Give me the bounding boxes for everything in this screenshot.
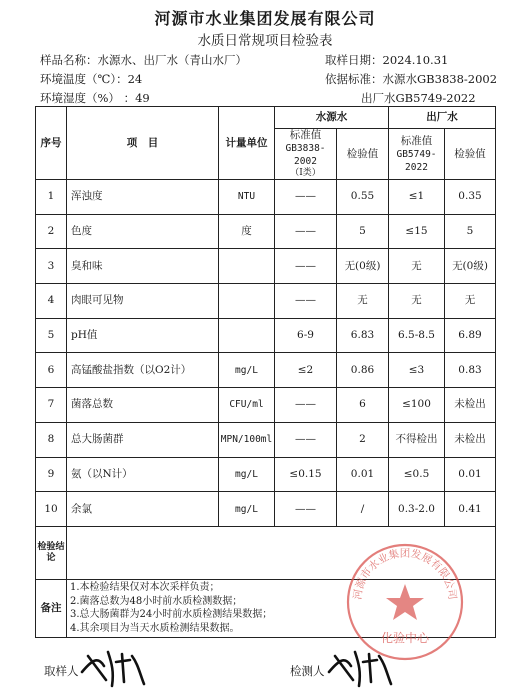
- source-result-value: 无(0级): [337, 249, 389, 284]
- table-row: [36, 284, 496, 319]
- outlet-standard-value: 无: [389, 284, 445, 319]
- note-line: 2.菌落总数为48小时前水质检测数据；: [70, 595, 243, 607]
- outlet-result-value: 未检出: [445, 388, 496, 423]
- source-result-value: 5: [337, 214, 389, 249]
- item-name: 肉眼可见物: [67, 284, 219, 319]
- seal-ring-text: 河源市水业集团发展有限公司: [351, 547, 459, 601]
- col-header-unit: 计量单位: [219, 107, 275, 180]
- outlet-standard-value: ≤1: [389, 180, 445, 215]
- note-line: 4.其余项目为当天水质检测结果数据。: [70, 622, 240, 634]
- row-number: 1: [36, 180, 67, 215]
- note-line: 1.本检验结果仅对本次采样负责；: [70, 582, 220, 594]
- col-header-no: 序号: [36, 107, 67, 180]
- outlet-result-value: 0.35: [445, 180, 496, 215]
- source-result-value: /: [337, 492, 389, 527]
- table-row: [36, 318, 496, 353]
- source-standard-value: ——: [275, 249, 337, 284]
- source-standard-value: ——: [275, 422, 337, 457]
- outlet-standard-value: 无: [389, 249, 445, 284]
- item-name: 高锰酸盐指数（以O2计）: [67, 353, 219, 388]
- outlet-standard-value: ≤3: [389, 353, 445, 388]
- document-subtitle: 水质日常规项目检验表: [197, 33, 333, 49]
- row-number: 6: [36, 353, 67, 388]
- seal-star-icon: [386, 584, 424, 620]
- unit: mg/L: [219, 492, 275, 527]
- table-row: [36, 457, 496, 492]
- inspector-label: 检测人: [290, 664, 325, 678]
- conclusion-label: 检验结论: [36, 526, 67, 579]
- unit: [219, 318, 275, 353]
- item-name: 余氯: [67, 492, 219, 527]
- unit: 度: [219, 214, 275, 249]
- group-header-source-water: 水源水: [275, 107, 389, 129]
- outlet-standard-value: ≤0.5: [389, 457, 445, 492]
- unit: NTU: [219, 180, 275, 215]
- source-standard-header: [275, 129, 337, 180]
- outlet-standard-value: ≤15: [389, 214, 445, 249]
- sample-name: 样品名称：水源水、出厂水（青山水厂）: [40, 53, 247, 67]
- outlet-result-value: 无: [445, 284, 496, 319]
- source-standard-value: ——: [275, 284, 337, 319]
- source-standard-value: 6-9: [275, 318, 337, 353]
- outlet-result-value: 未检出: [445, 422, 496, 457]
- source-standard-value: ——: [275, 180, 337, 215]
- table-row: [36, 388, 496, 423]
- outlet-result-value: 0.41: [445, 492, 496, 527]
- standard-basis-outlet: 出厂水GB5749-2022: [361, 91, 476, 105]
- table-row: [36, 353, 496, 388]
- outlet-result-header: 检验值: [445, 129, 496, 180]
- table-row: [36, 422, 496, 457]
- group-header-outlet-water: 出厂水: [389, 107, 496, 129]
- unit: CFU/ml: [219, 388, 275, 423]
- source-standard-value: ≤0.15: [275, 457, 337, 492]
- table-row: [36, 180, 496, 215]
- source-result-value: 无: [337, 284, 389, 319]
- standard-basis: 依据标准：水源水GB3838-2002: [325, 72, 498, 86]
- source-standard-value: ——: [275, 388, 337, 423]
- outlet-standard-header: [389, 129, 445, 180]
- source-result-header: 检验值: [337, 129, 389, 180]
- unit: MPN/100ml: [219, 422, 275, 457]
- row-number: 4: [36, 284, 67, 319]
- outlet-result-value: 0.83: [445, 353, 496, 388]
- source-standard-label: 标准值: [289, 129, 322, 141]
- item-name: pH值: [67, 318, 219, 353]
- row-number: 2: [36, 214, 67, 249]
- unit: [219, 284, 275, 319]
- row-number: 5: [36, 318, 67, 353]
- item-name: 菌落总数: [67, 388, 219, 423]
- notes-label: 备注: [36, 579, 67, 637]
- item-name: 臭和味: [67, 249, 219, 284]
- environment-temperature: 环境温度（℃）：24: [40, 72, 143, 86]
- outlet-standard-value: 6.5-8.5: [389, 318, 445, 353]
- source-result-value: 0.01: [337, 457, 389, 492]
- unit: [219, 249, 275, 284]
- outlet-standard-code: GB5749-2022: [396, 148, 437, 173]
- unit: mg/L: [219, 353, 275, 388]
- source-standard-class: （Ⅰ类）: [290, 168, 321, 178]
- unit: mg/L: [219, 457, 275, 492]
- note-line: 3.总大肠菌群为24小时前水质检测结果数据；: [70, 609, 273, 621]
- outlet-standard-value: 不得检出: [389, 422, 445, 457]
- col-header-item: 项 目: [67, 107, 219, 180]
- table-row: [36, 492, 496, 527]
- sampler-signature: [78, 642, 148, 690]
- source-standard-value: ≤2: [275, 353, 337, 388]
- item-name: 总大肠菌群: [67, 422, 219, 457]
- source-result-value: 0.86: [337, 353, 389, 388]
- row-number: 10: [36, 492, 67, 527]
- table-row: [36, 214, 496, 249]
- row-number: 9: [36, 457, 67, 492]
- outlet-result-value: 无(0级): [445, 249, 496, 284]
- row-number: 8: [36, 422, 67, 457]
- source-result-value: 2: [337, 422, 389, 457]
- outlet-result-value: 0.01: [445, 457, 496, 492]
- item-name: 色度: [67, 214, 219, 249]
- source-result-value: 6.83: [337, 318, 389, 353]
- document-title: 河源市水业集团发展有限公司: [154, 9, 376, 28]
- row-number: 3: [36, 249, 67, 284]
- outlet-result-value: 6.89: [445, 318, 496, 353]
- outlet-standard-value: 0.3-2.0: [389, 492, 445, 527]
- sample-date: 取样日期：2024.10.31: [325, 53, 449, 67]
- source-standard-value: ——: [275, 214, 337, 249]
- item-name: 氨（以N计）: [67, 457, 219, 492]
- table-row: [36, 249, 496, 284]
- source-result-value: 0.55: [337, 180, 389, 215]
- row-number: 7: [36, 388, 67, 423]
- sampler-label: 取样人: [44, 664, 79, 678]
- outlet-standard-value: ≤100: [389, 388, 445, 423]
- environment-humidity: 环境湿度（%） ：49: [40, 91, 150, 105]
- outlet-standard-label: 标准值: [400, 134, 433, 147]
- source-standard-code: GB3838-2002: [285, 143, 326, 167]
- inspector-signature: [325, 642, 395, 690]
- seal-center-text: 化验中心: [380, 631, 430, 645]
- source-standard-value: ——: [275, 492, 337, 527]
- item-name: 浑浊度: [67, 180, 219, 215]
- source-result-value: 6: [337, 388, 389, 423]
- outlet-result-value: 5: [445, 214, 496, 249]
